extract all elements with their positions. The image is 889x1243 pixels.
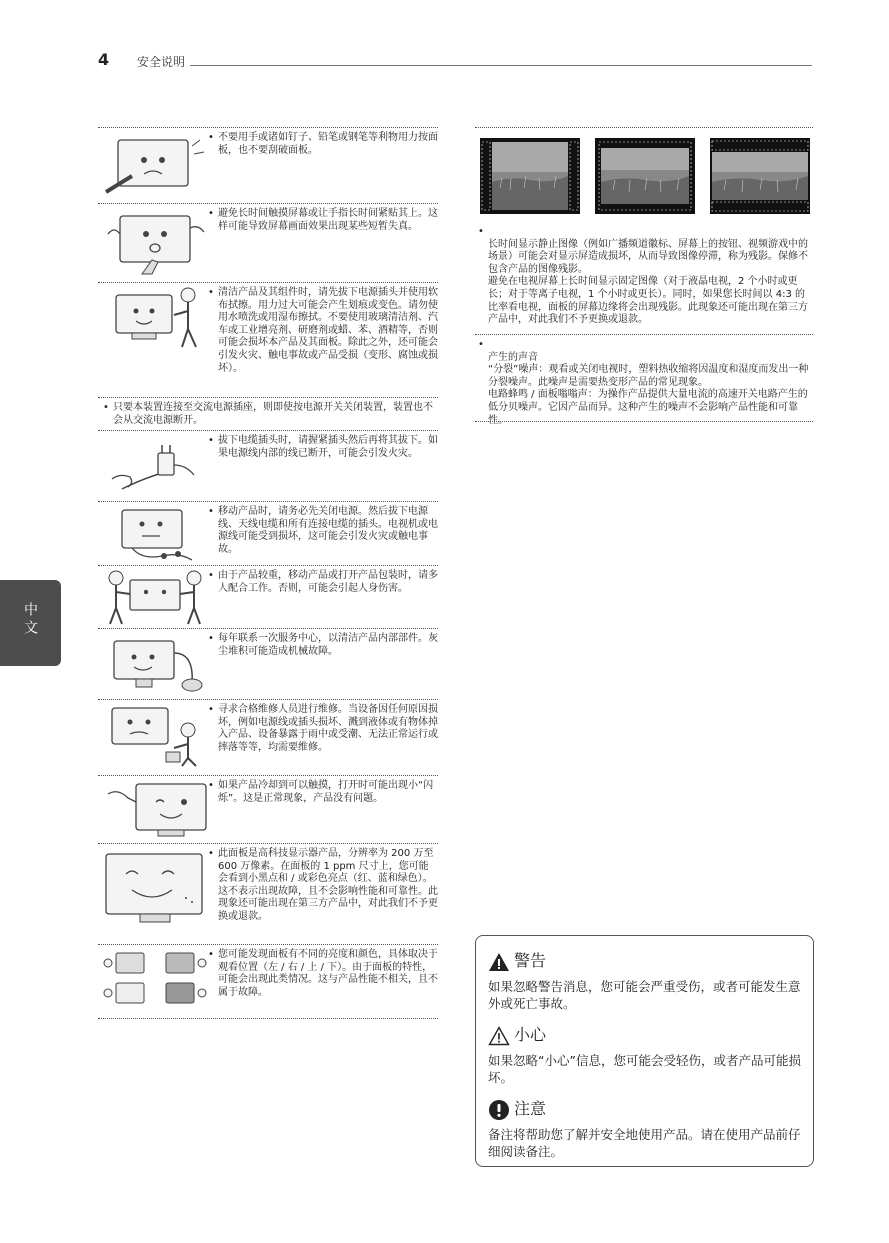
list-item: • 不要用手或诸如钉子、铅笔或钢笔等利物用力按面板，也不要刮破面板。	[98, 128, 438, 203]
item-text: 寻求合格维修人员进行维修。当设备因任何原因损坏，例如电源线或插头损坏、溅到液体或有物体掉入产品、设备暴露于雨中或受潮、无法正常运行或摔落等等，均需要维修。	[218, 704, 438, 753]
item-text: 您可能发现面板有不同的亮度和颜色，具体取决于观看位置（左 / 右 / 上 / 下）。由于面板的特性，可能会出现此类情况。这与产品性能不相关，且不属于故障。	[218, 949, 438, 998]
list-item: • 拔下电缆插头时，请握紧插头然后再将其拔下。如果电源线内部的线已断开，可能会引发火灾。	[98, 431, 438, 501]
tv-scratch-illustration-icon	[102, 132, 210, 198]
right-item-sounds: • 产生的声音 “分裂”噪声：观看或关闭电视时，塑料热收缩将因温度和湿度而发出一种分裂噪声。此噪声是需要热变形产品的常见现象。 电路蜂鸣 / 面板嗡嗡声：为操作产品提供大量电流的高速开关电路产生的低分贝噪声。它因产品而异。这种产生的噪声不会影响产品性能和可靠性。	[478, 339, 809, 426]
warning-triangle-icon	[488, 952, 510, 972]
item-text: 不要用手或诸如钉子、铅笔或钢笔等利物用力按面板，也不要刮破面板。	[218, 132, 438, 156]
separator	[98, 397, 438, 398]
tv-cables-illustration-icon	[102, 506, 210, 562]
section-title: 安全说明	[137, 55, 186, 69]
separator	[475, 334, 813, 335]
separator	[475, 421, 813, 422]
item-text: 移动产品时，请务必先关闭电源。然后拔下电源线、天线电缆和所有连接电缆的插头。电视机或电源线可能受到损坏，这可能会引发火灾或触电事故。	[218, 506, 438, 555]
language-tab-label: 中文	[22, 602, 38, 638]
page-number: 4	[98, 50, 110, 69]
warning-text: 如果忽略警告消息，您可能会严重受伤，或者可能发生意外或死亡事故。	[488, 979, 801, 1011]
item-text: 长时间显示静止图像（例如广播频道徽标、屏幕上的按钮、视频游戏中的场景）可能会对显示屏造成损坏，从而导致图像停滞，称为残影。保修不包含产品的图像残影。 避免在电视屏幕上长时间显示固定图像（对于液晶电视，2 个小时或更长；对于等离子电视，1 个小时或更长）。同时，如果您长时间以 4:3 的比率看电视，面板的屏幕边缘将会出现残影。此现象还可能出现在第三方产品中，对此我们不予更换或退款。	[488, 238, 808, 326]
tv-touch-illustration-icon	[102, 208, 210, 278]
list-item: • 寻求合格维修人员进行维修。当设备因任何原因损坏，例如电源线或插头损坏、溅到液体或有物体掉入产品、设备暴露于雨中或受潮、无法正常运行或摔落等等，均需要维修。	[98, 700, 438, 775]
item-text: 每年联系一次服务中心，以清洁产品内部部件。灰尘堆积可能造成机械故障。	[218, 633, 438, 657]
note-text: 备注将帮助您了解并安全地使用产品。请在使用产品前仔细阅读备注。	[488, 1127, 801, 1159]
item-text: 避免长时间触摸屏幕或让手指长时间紧贴其上。这样可能导致屏幕画面效果出现某些短暂失真。	[218, 208, 438, 232]
warning-title: 警告	[514, 951, 547, 970]
list-item: • 避免长时间触摸屏幕或让手指长时间紧贴其上。这样可能导致屏幕画面效果出现某些短暂失真。	[98, 204, 438, 282]
right-item-still-image: • 长时间显示静止图像（例如广播频道徽标、屏幕上的按钮、视频游戏中的场景）可能会对显示屏造成损坏，从而导致图像停滞，称为残影。保修不包含产品的图像残影。 避免在电视屏幕上长时间显示固定图像（对于液晶电视，2 个小时或更长；对于等离子电视，1 个小时或更长）。同时，如果您长时间以 4:3 的比率看电视，面板的屏幕边缘将会出现残影。此现象还可能出现在第三方产品中，对此我们不予更换或退款。	[478, 226, 808, 326]
note-text: 只要本装置连接至交流电源插座，则即使按电源开关关闭装置，装置也不会从交流电源断开。	[113, 402, 433, 426]
warning-box	[475, 935, 814, 1167]
header-rule	[190, 65, 812, 66]
two-people-carry-tv-icon	[102, 568, 210, 626]
warning-heading	[488, 948, 546, 972]
tv-wink-illustration-icon	[102, 780, 210, 840]
list-item: • 移动产品时，请务必先关闭电源。然后拔下电源线、天线电缆和所有连接电缆的插头。电视机或电源线可能受到损坏，这可能会引发火灾或触电事故。	[98, 502, 438, 565]
list-item: • 如果产品冷却到可以触摸，打开时可能出现小“闪烁”。这是正常现象，产品没有问题。	[98, 776, 438, 843]
item-text: 如果产品冷却到可以触摸，打开时可能出现小“闪烁”。这是正常现象，产品没有问题。	[218, 780, 434, 804]
caution-title: 小心	[514, 1025, 547, 1044]
item-text: 清洁产品及其组件时，请先拔下电源插头并使用软布拭擦。用力过大可能会产生划痕或变色。请勿使用水喷洗或用湿布擦拭。不要使用玻璃清洁剂、汽车或工业增亮剂、研磨剂或蜡、苯、酒精等，否则可能会损坏本产品及其面板。除此之外，还可能会引发火灾、触电事故或产品受损（变形、腐蚀或损坏）。	[218, 287, 438, 374]
separator	[98, 1018, 438, 1019]
burn-in-screen-image-1	[480, 138, 580, 214]
exclamation-circle-icon	[488, 1099, 510, 1121]
burn-in-screen-image-2	[595, 138, 695, 214]
item-text: 由于产品较重，移动产品或打开产品包装时，请多人配合工作。否则，可能会引起人身伤害。	[218, 570, 438, 594]
caution-text: 如果忽略“小心”信息，您可能会受轻伤，或者产品可能损坏。	[488, 1053, 801, 1085]
list-item: • 清洁产品及其组件时，请先拔下电源插头并使用软布拭擦。用力过大可能会产生划痕或变色。请勿使用水喷洗或用湿布擦拭。不要使用玻璃清洁剂、汽车或工业增亮剂、研磨剂或蜡、苯、酒精等，否则可能会损坏本产品及其面板。除此之外，还可能会引发火灾、触电事故或产品受损（变形、腐蚀或损坏）。	[98, 283, 438, 397]
caution-triangle-icon	[488, 1026, 510, 1046]
list-item: • 每年联系一次服务中心，以清洁产品内部部件。灰尘堆积可能造成机械故障。	[98, 629, 438, 699]
language-tab	[0, 580, 61, 666]
burn-in-screen-image-3	[710, 138, 810, 214]
tv-viewing-angles-icon	[102, 949, 210, 1011]
tv-vacuum-illustration-icon	[102, 633, 210, 695]
tv-pixels-illustration-icon	[102, 850, 210, 926]
full-width-note: • 只要本装置连接至交流电源插座，则即使按电源开关关闭装置，装置也不会从交流电源断开。	[103, 402, 433, 426]
item-text: 此面板是高科技显示器产品，分辨率为 200 万至 600 万像素。在面板的 1 ppm 尺寸上，您可能会看到小黑点和 / 或彩色亮点（红、蓝和绿色）。这不表示出现故障，且不会影响性能和可靠性。此现象还可能出现在第三方产品中，对此我们不予更换或退款。	[218, 848, 438, 922]
item-text: 产生的声音 “分裂”噪声：观看或关闭电视时，塑料热收缩将因温度和湿度而发出一种分裂噪声。此噪声是需要热变形产品的常见现象。 电路蜂鸣 / 面板嗡嗡声：为操作产品提供大量电流的高速开关电路产生的低分贝噪声。它因产品而异。这种产生的噪声不会影响产品性能和可靠性。	[488, 351, 809, 426]
plug-illustration-icon	[102, 435, 210, 497]
tv-cleaning-illustration-icon	[102, 285, 210, 351]
caution-heading	[488, 1022, 546, 1046]
list-item: • 您可能发现面板有不同的亮度和颜色，具体取决于观看位置（左 / 右 / 上 / 下）。由于面板的特性，可能会出现此类情况。这与产品性能不相关，且不属于故障。	[98, 945, 438, 1018]
list-item: • 由于产品较重，移动产品或打开产品包装时，请多人配合工作。否则，可能会引起人身伤害。	[98, 566, 438, 628]
tv-repair-illustration-icon	[102, 702, 210, 768]
note-heading	[488, 1096, 546, 1121]
list-item: • 此面板是高科技显示器产品，分辨率为 200 万至 600 万像素。在面板的 1 ppm 尺寸上，您可能会看到小黑点和 / 或彩色亮点（红、蓝和绿色）。这不表示出现故障，且不会影响性能和可靠性。此现象还可能出现在第三方产品中，对此我们不予更换或退款。	[98, 844, 438, 944]
item-text: 拔下电缆插头时，请握紧插头然后再将其拔下。如果电源线内部的线已断开，可能会引发火灾。	[218, 435, 438, 459]
separator	[475, 127, 813, 128]
note-title: 注意	[514, 1099, 547, 1118]
